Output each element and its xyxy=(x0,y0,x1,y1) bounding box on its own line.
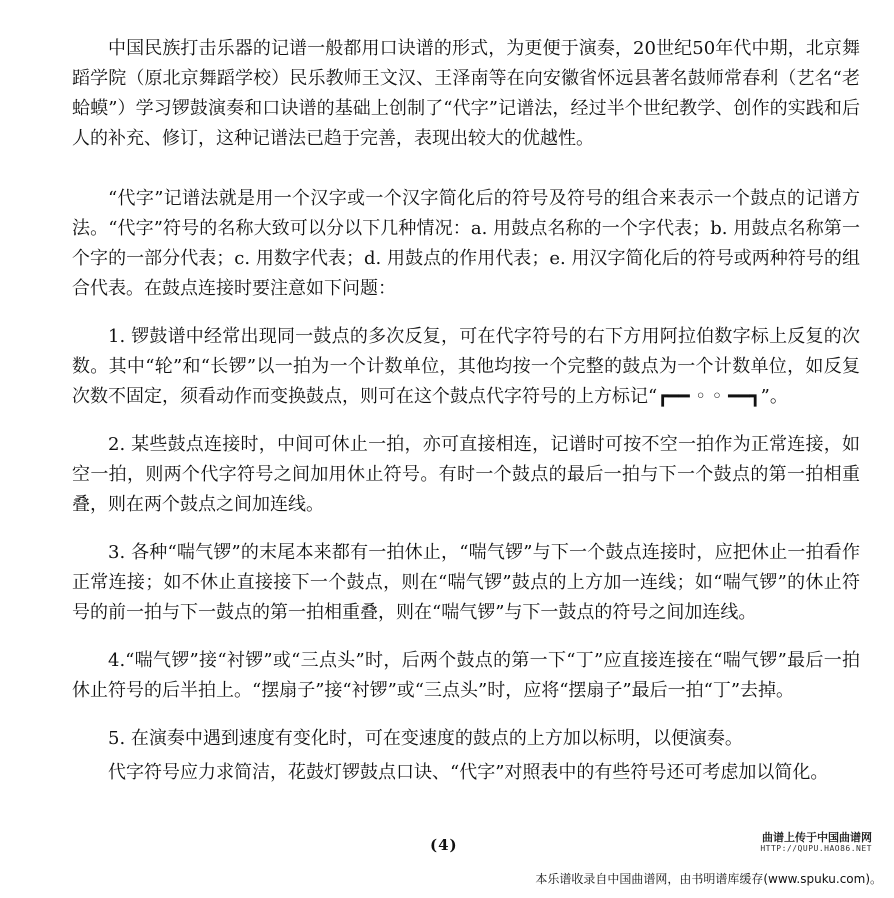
paragraph-item-4: 4.“喘气锣”接“衬锣”或“三点头”时，后两个鼓点的第一下“丁”应直接连接在“喘气锣”最后一拍休止符号的后半拍上。“摆扇子”接“衬锣”或“三点头”时，应将“摆扇子”最后一拍“丁”去掉。 xyxy=(72,650,860,701)
paragraph-notation-method: “代字”记谱法就是用一个汉字或一个汉字简化后的符号及符号的组合来表示一个鼓点的记谱方法。“代字”符号的名称大致可以分以下几种情况：a. 用鼓点名称的一个字代表；b. 用鼓点名称第一个字的一部分代表；c. 用数字代表；d. 用鼓点的作用代表；e. 用汉字简化后的符号或两种符号的组合代表。在鼓点连接时要注意如下问题： xyxy=(72,188,860,299)
paragraph-item-2: 2. 某些鼓点连接时，中间可休止一拍，亦可直接相连，记谱时可按不空一拍作为正常连接，如空一拍，则两个代字符号之间加用休止符号。有时一个鼓点的最后一拍与下一个鼓点的第一拍相重叠，则在两个鼓点之间加连线。 xyxy=(72,434,860,515)
watermark-url: HTTP://QUPU.HAO86.NET xyxy=(760,844,872,853)
paragraph-item-5: 5. 在演奏中遇到速度有变化时，可在变速度的鼓点的上方加以标明，以便演奏。 xyxy=(108,728,743,749)
paragraph-intro: 中国民族打击乐器的记谱一般都用口诀谱的形式，为更便于演奏，20世纪50年代中期，北京舞蹈学院（原北京舞蹈学校）民乐教师王文汉、王泽南等在向安徽省怀远县著名鼓师常春利（艺名“老蛤蟆”）学习锣鼓演奏和口诀谱的基础上创制了“代字”记谱法，经过半个世纪教学、创作的实践和后人的补充、修订，这种记谱法已趋于完善，表现出较大的优越性。 xyxy=(72,38,860,149)
paragraph-conclusion: 代字符号应力求简洁，花鼓灯锣鼓点口诀、“代字”对照表中的有些符号还可考虑加以简化。 xyxy=(108,762,829,783)
paragraph-item-3: 3. 各种“喘气锣”的末尾本来都有一拍休止，“喘气锣”与下一个鼓点连接时，应把休止一拍看作正常连接；如不休止直接接下一个鼓点，则在“喘气锣”鼓点的上方加一连线；如“喘气锣”的休止符号的前一拍与下一鼓点的第一拍相重叠，则在“喘气锣”与下一鼓点的符号之间加连线。 xyxy=(72,542,860,623)
footer-note: 本乐谱收录自中国曲谱网，由书明谱库缓存(www.spuku.com)。 xyxy=(535,872,882,886)
paragraph-item-1: 1. 锣鼓谱中经常出现同一鼓点的多次反复，可在代字符号的右下方用阿拉伯数字标上反复的次数。其中“轮”和“长锣”以一拍为一个计数单位，其他均按一个完整的鼓点为一个计数单位，如反复次数不固定，须看动作而变换鼓点，则可在这个鼓点代字符号的上方标记“┏━━ ◦ ◦ ━━┓”。 xyxy=(72,326,860,407)
page-number: (4) xyxy=(430,836,458,854)
watermark-title: 曲谱上传于中国曲谱网 xyxy=(762,831,872,844)
